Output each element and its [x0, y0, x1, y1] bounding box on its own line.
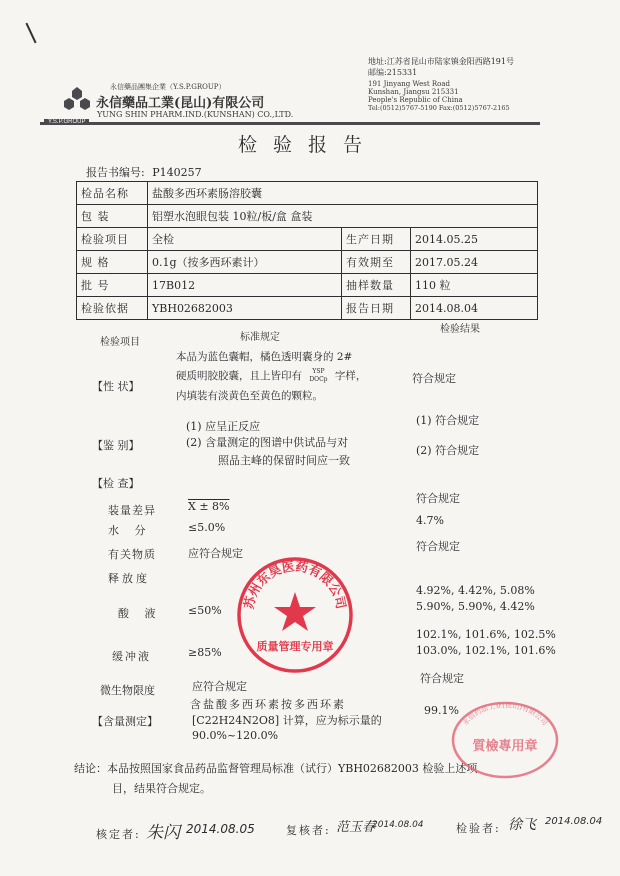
- scan-mark: [25, 23, 36, 44]
- acid-result-2: 5.90%, 5.90%, 4.42%: [416, 600, 535, 613]
- report-title: 检验报告: [238, 134, 379, 156]
- imprint-bottom: DOCp: [309, 376, 328, 383]
- imprint-top: YSP: [312, 368, 325, 375]
- packaging-label: 包 装: [77, 205, 148, 228]
- identification-standard-1: (1) 应呈正反应: [186, 420, 261, 433]
- microbial-standard: 应符合规定: [192, 680, 247, 693]
- table-row: [77, 228, 538, 251]
- buffer-label: 缓冲液: [112, 650, 151, 663]
- reviewer-label: 复核者:: [286, 824, 331, 837]
- group-badge: Y.S.P.GROUP: [44, 119, 89, 125]
- identification-standard-2: (2) 含量测定的图谱中供试品与对: [186, 436, 349, 449]
- column-standard: 标准规定: [240, 332, 280, 343]
- company-name-cn: 永信藥品工業(昆山)有限公司: [96, 96, 265, 111]
- water-label: 水 分: [108, 524, 152, 537]
- conclusion-line-2: 目，结果符合规定。: [112, 782, 211, 795]
- production-date-value: 2014.05.25: [411, 228, 538, 251]
- appearance-label: 【性 状】: [92, 380, 140, 393]
- approver-signature: 朱闪: [146, 823, 180, 843]
- report-number-label: 报告书编号:: [86, 166, 145, 179]
- buffer-result-1: 102.1%, 101.6%, 102.5%: [416, 628, 556, 641]
- inspector-signature: 徐飞: [508, 817, 536, 833]
- assay-standard-3: 90.0%~120.0%: [192, 729, 279, 742]
- quality-stamp: [236, 556, 354, 674]
- checks-label: 【检 查】: [92, 477, 140, 490]
- quality-stamp-inner: 质量管理专用章: [256, 640, 334, 653]
- microbial-result: 符合规定: [420, 672, 464, 685]
- star-icon: [274, 592, 316, 631]
- buffer-standard: ≥85%: [188, 646, 222, 659]
- batch-label: 批 号: [77, 274, 148, 297]
- address-en-1: 191 Jinyang West Road: [368, 80, 451, 88]
- production-date-label: 生产日期: [342, 228, 411, 251]
- buffer-result-2: 103.0%, 102.1%, 101.6%: [416, 644, 556, 657]
- qc-stamp-inner: 質檢專用章: [472, 739, 538, 754]
- svg-text:永信药品工业(昆山)有限公司: [460, 700, 549, 727]
- column-item: 检验项目: [100, 337, 140, 348]
- report-date-value: 2014.08.04: [411, 297, 538, 320]
- microbial-label: 微生物限度: [100, 684, 155, 697]
- table-row: [77, 297, 538, 320]
- assay-result: 99.1%: [424, 704, 459, 717]
- info-table: [76, 181, 538, 320]
- spec-value: 0.1g（按多西环素计）: [148, 251, 342, 274]
- related-label: 有关物质: [108, 548, 156, 561]
- acid-label: 酸 液: [118, 607, 162, 620]
- table-row: [77, 182, 538, 205]
- imprint-mark: [309, 368, 327, 384]
- appearance-result: 符合规定: [412, 372, 456, 385]
- approver-date: 2014.08.05: [186, 822, 255, 836]
- assay-standard-2: [C22H24N2O8] 计算，应为标示量的: [192, 714, 382, 727]
- spec-label: 规 格: [77, 251, 148, 274]
- header-rule: [40, 122, 540, 125]
- inspector-date: 2014.08.04: [545, 816, 603, 827]
- test-item-label: 检验项目: [77, 228, 148, 251]
- fill-variation-label: 装量差异: [108, 504, 156, 517]
- sample-qty-value: 110 粒: [411, 274, 538, 297]
- postcode: 邮编:215331: [368, 68, 418, 77]
- assay-label: 【含量测定】: [92, 715, 158, 728]
- table-row: [77, 251, 538, 274]
- address-en-3: People's Republic of China: [368, 96, 463, 104]
- acid-standard: ≤50%: [188, 604, 222, 617]
- reviewer-date: 2014.08.04: [372, 820, 424, 830]
- acid-result-1: 4.92%, 4.42%, 5.08%: [416, 584, 535, 597]
- water-standard: ≤5.0%: [188, 521, 226, 534]
- dissolution-label: 释放度: [108, 572, 150, 585]
- reviewer-signature: 范玉春: [336, 820, 376, 835]
- table-row: [77, 274, 538, 297]
- identification-standard-3: 照品主峰的保留时间应一致: [218, 454, 350, 467]
- quality-stamp-outer: 苏州东昊医药有限公司: [240, 558, 350, 611]
- appearance-standard-2b: 字样，: [334, 370, 367, 382]
- conclusion-line-1: 结论：本品按照国家食品药品监督管理局标准（试行）YBH02682003 检验上述项: [74, 762, 478, 775]
- column-result: 检验结果: [440, 324, 480, 335]
- company-logo-icon: [60, 86, 94, 112]
- inspector-label: 检验者:: [456, 822, 501, 835]
- related-standard: 应符合规定: [188, 547, 243, 560]
- address-en-2: Kunshan, Jiangsu 215331: [368, 88, 459, 96]
- address-cn: 地址:江苏省昆山市陆家镇金阳西路191号: [368, 57, 514, 66]
- qc-stamp-outer: 永信药品工业(昆山)有限公司: [461, 701, 549, 728]
- qc-stamp: [450, 700, 560, 780]
- report-number-value: P140257: [152, 166, 202, 179]
- company-name-en: YUNG SHIN PHARM.IND.(KUNSHAN) CO.,LTD.: [97, 110, 294, 119]
- fill-variation-result: 符合规定: [416, 492, 460, 505]
- group-name: 永信藥品團集企業（Y.S.P.GROUP）: [110, 83, 226, 91]
- expiry-value: 2017.05.24: [411, 251, 538, 274]
- related-result: 符合规定: [416, 540, 460, 553]
- fill-variation-standard: X ± 8%: [188, 500, 230, 513]
- table-row: [77, 205, 538, 228]
- sample-qty-label: 抽样数量: [342, 274, 411, 297]
- identification-label: 【鉴 别】: [92, 439, 140, 452]
- test-item-value: 全检: [148, 228, 342, 251]
- assay-standard-1: 含盐酸多西环素按多西环素: [190, 698, 346, 711]
- expiry-label: 有效期至: [342, 251, 411, 274]
- product-name-label: 检品名称: [77, 182, 148, 205]
- approver-label: 核定者:: [96, 828, 141, 841]
- identification-result-2: (2) 符合规定: [416, 444, 480, 457]
- basis-label: 检验依据: [77, 297, 148, 320]
- product-name-value: 盐酸多西环素肠溶胶囊: [148, 182, 538, 205]
- appearance-standard-2a: 硬质明胶胶囊，且上皆印有: [176, 370, 302, 382]
- report-date-label: 报告日期: [342, 297, 411, 320]
- batch-value: 17B012: [148, 274, 342, 297]
- appearance-standard-3: 内填装有淡黄色至黄色的颗粒。: [176, 390, 323, 402]
- packaging-value: 铝塑水泡眼包装 10粒/板/盒 盒装: [148, 205, 538, 228]
- identification-result-1: (1) 符合规定: [416, 414, 480, 427]
- basis-value: YBH02682003: [148, 297, 342, 320]
- water-result: 4.7%: [416, 514, 444, 527]
- tel-fax: Tel:(0512)5767-5190 Fax:(0512)5767-2165: [368, 104, 510, 112]
- report-number: [86, 164, 202, 180]
- appearance-standard-2: [176, 368, 366, 384]
- appearance-standard-1: 本品为蓝色囊帽，橘色透明囊身的 2#: [176, 351, 353, 363]
